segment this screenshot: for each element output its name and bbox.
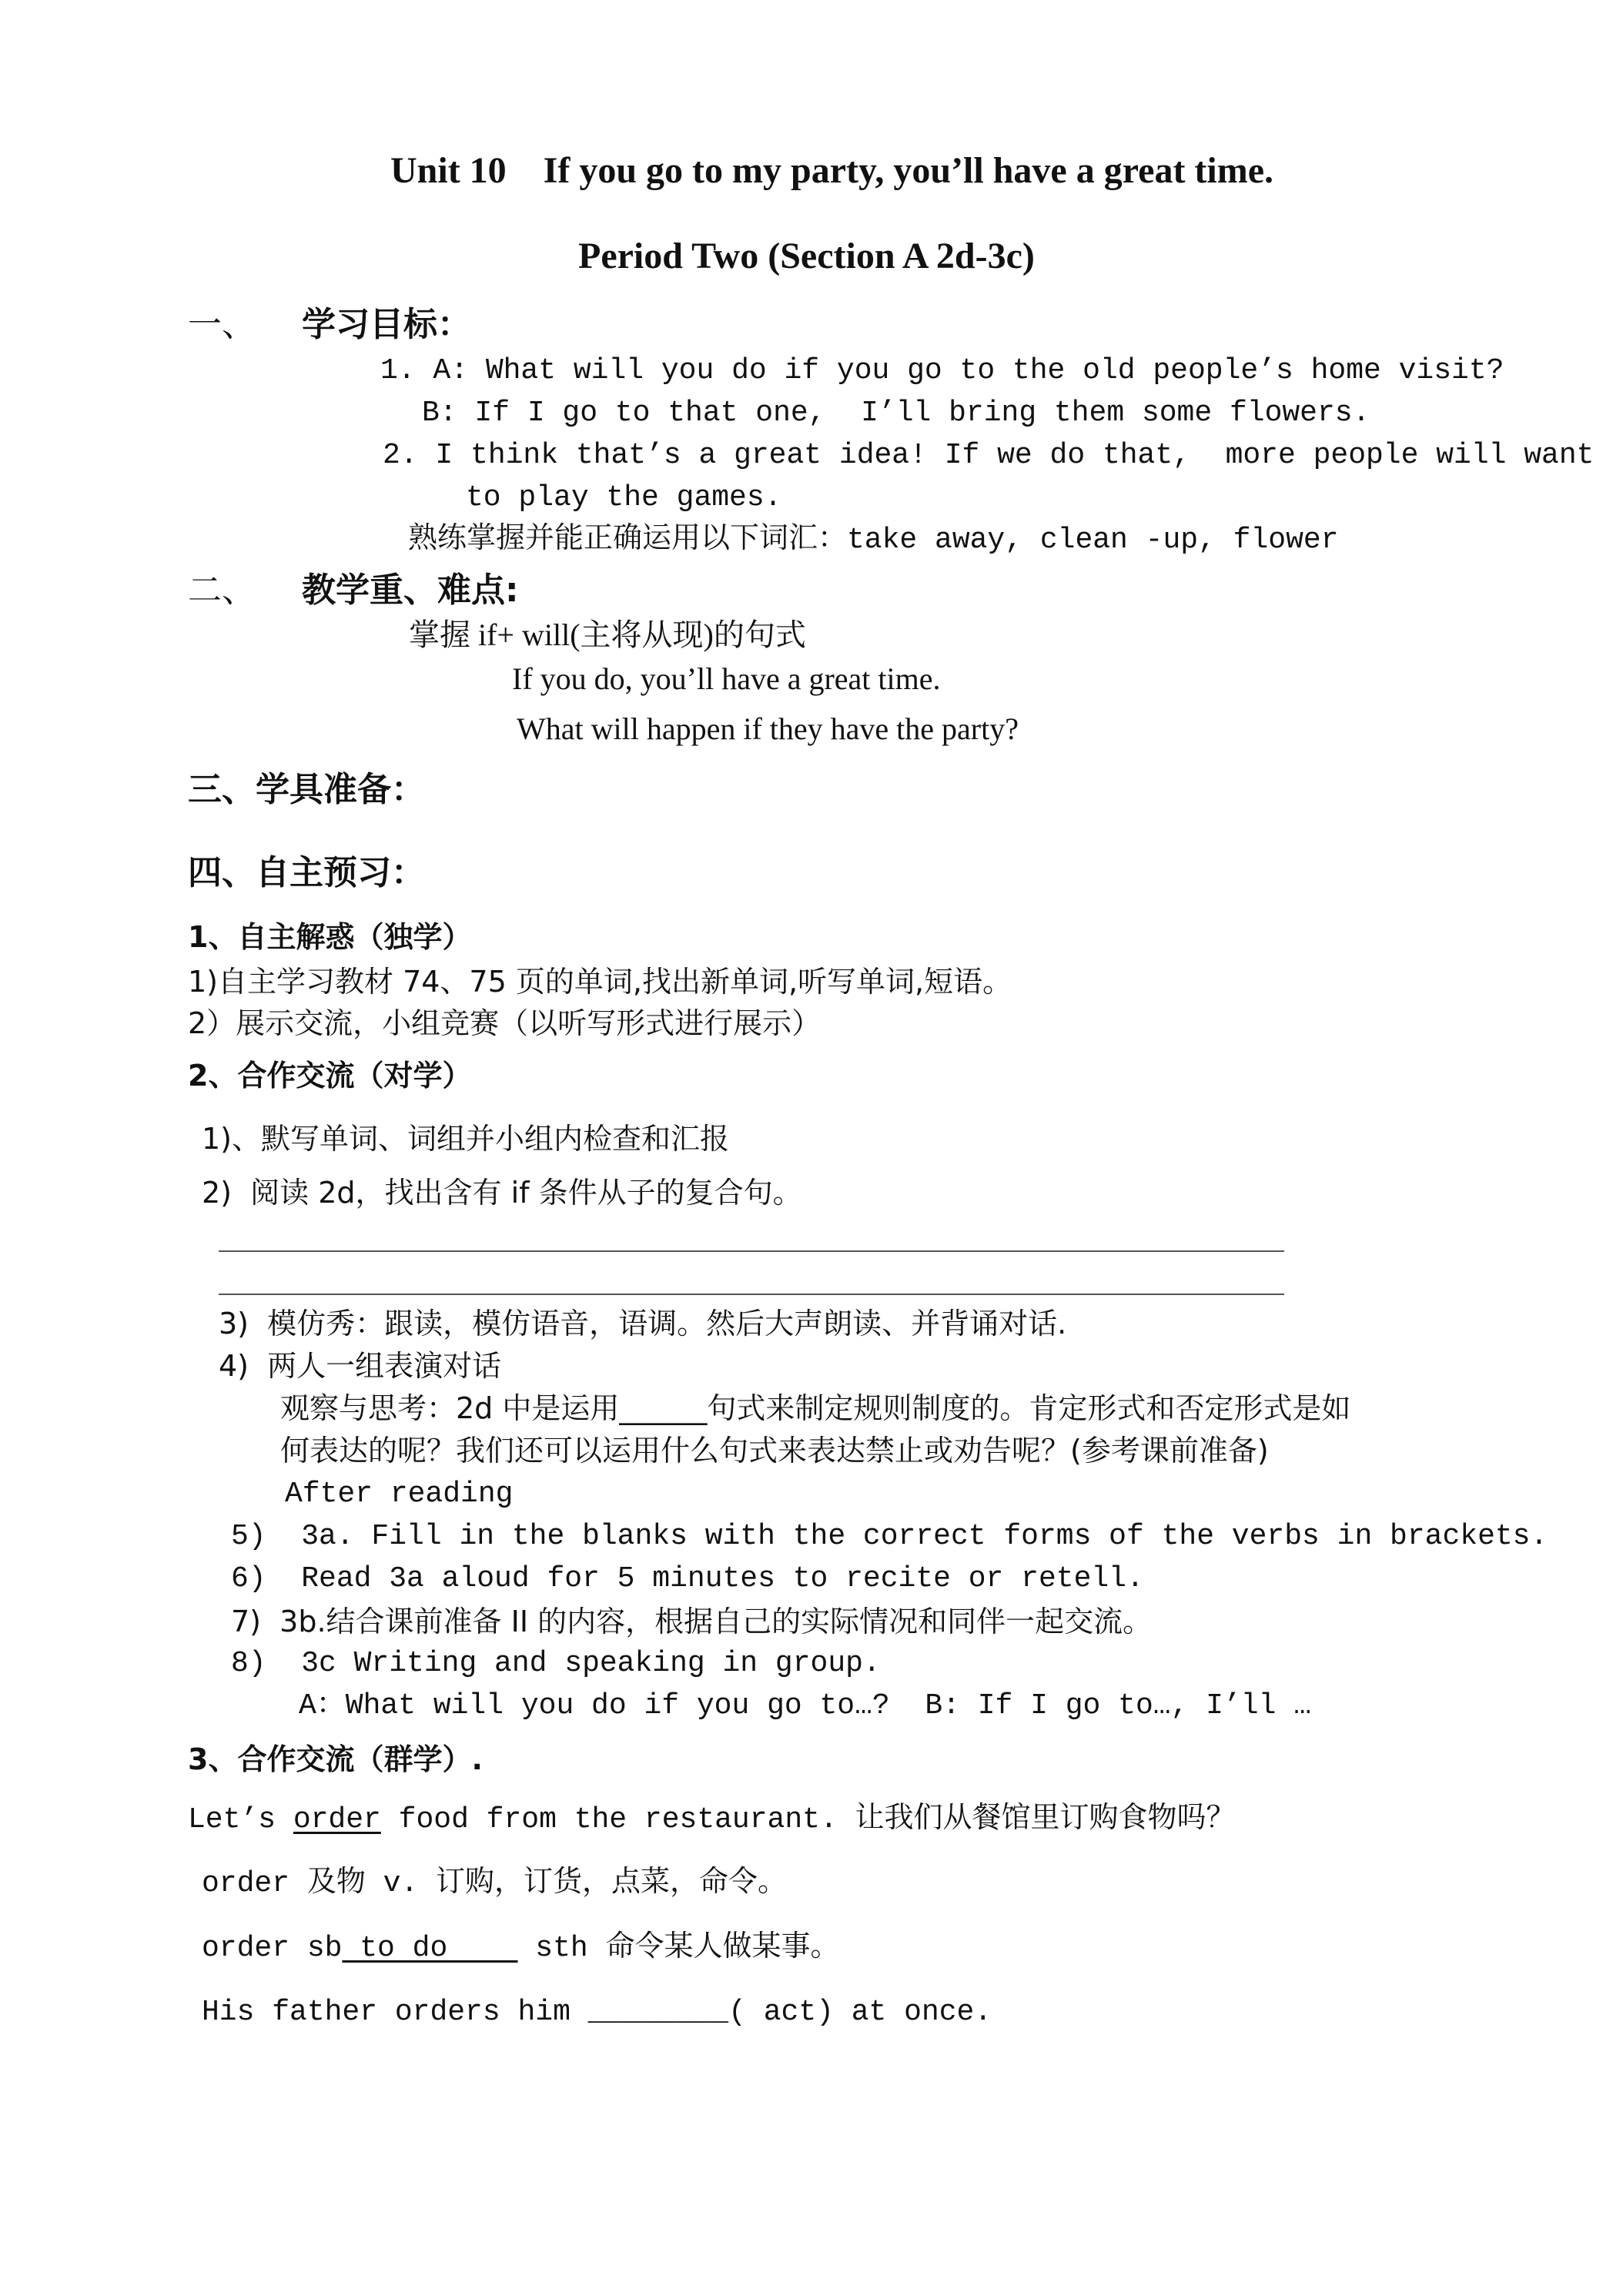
example-sentence: If you do, you’ll have a great time. [512,661,941,696]
part2-item: 5) 3a. Fill in the blanks with the correct forms of the verbs in brackets. [231,1520,1548,1553]
answer-line [219,1250,1284,1252]
observation-line: 何表达的呢？我们还可以运用什么句式来表达禁止或劝告呢？(参考课前准备) [280,1434,1269,1468]
section4-heading: 四、自主预习： [188,853,425,892]
key-point-line: 掌握 if+ will(主将从现)的句式 [409,618,806,652]
part3-heading: 3、合作交流（群学）. [188,1742,483,1776]
part2-item: 8) 3c Writing and speaking in group. [231,1647,881,1680]
section3-heading: 三、学具准备： [188,770,425,809]
section1-number: 一、 [188,305,256,344]
part3-example-sentence: Let’s order food from the restaurant. 让我们从餐馆里订购食物吗？ [188,1803,1236,1836]
part1-line: 1)自主学习教材 74、75 页的单词,找出新单词,听写单词,短语。 [188,965,1012,999]
vocabulary-line: 熟练掌握并能正确运用以下词汇：take away, clean -up, flower [408,524,1339,557]
objective-line: to play the games. [466,481,782,514]
objective-line: B: If I go to that one, I’ll bring them some flowers. [422,397,1370,430]
answer-line [219,1294,1284,1295]
after-reading-label: After reading [285,1478,514,1511]
part2-item: 7) 3b.结合课前准备 II 的内容，根据自己的实际情况和同伴一起交流。 [231,1605,1153,1638]
section2-heading: 教学重、难点: [302,571,519,610]
part3-definition: order 及物 v. 订购，订货，点菜，命令。 [202,1867,788,1900]
example-sentence: What will happen if they have the party? [517,711,1019,746]
part2-heading: 2、合作交流（对学） [188,1059,472,1093]
part3-usage: order sb to do sth 命令某人做某事。 [202,1932,840,1965]
part3-exercise: His father orders him ________( act) at once. [202,1996,992,2029]
section1-heading: 学习目标： [302,305,471,344]
observation-line: 观察与思考：2d 中是运用______句式来制定规则制度的。肯定形式和否定形式是如 [280,1391,1351,1425]
section2-number: 二、 [188,571,256,610]
part2-item: 6) Read 3a aloud for 5 minutes to recite or retell. [231,1562,1144,1595]
part2-item: 1)、默写单词、词组并小组内检查和汇报 [202,1122,730,1156]
part1-heading: 1、自主解惑（独学） [188,920,472,954]
part2-item: 3) 模仿秀：跟读，模仿语音，语调。然后大声朗读、并背诵对话. [219,1307,1067,1340]
part1-line: 2）展示交流，小组竞赛（以听写形式进行展示） [188,1006,822,1040]
part2-item: 2) 阅读 2d，找出含有 if 条件从子的复合句。 [202,1176,802,1210]
part2-item: 4) 两人一组表演对话 [219,1349,502,1383]
document-title: Unit 10 If you go to my party, you’ll have a great time. [390,150,1274,191]
document-subtitle: Period Two (Section A 2d-3c) [578,236,1035,276]
objective-line: 2. I think that’s a great idea! If we do that, more people will want [383,439,1595,472]
dialogue-pattern: A：What will you do if you go to…? B: If I go to…, I’ll … [299,1689,1312,1722]
objective-line: 1. A: What will you do if you go to the old people’s home visit? [380,354,1504,387]
